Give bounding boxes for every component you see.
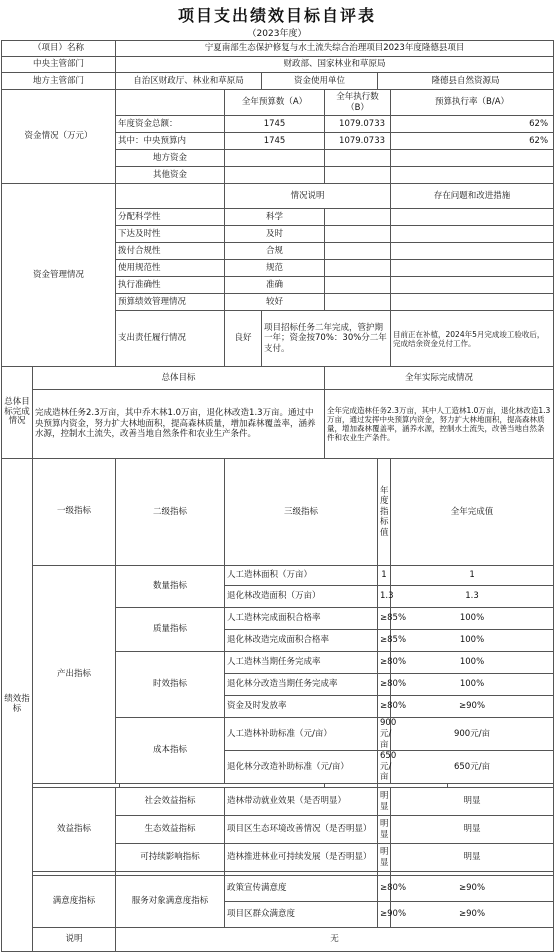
indicator-name: 造林带动就业效果（是否明显） [225, 788, 378, 816]
level2-label: 服务对象满意度指标 [116, 876, 225, 928]
management-row-value: 较好 [225, 294, 325, 311]
funds-label: 资金情况（万元） [2, 90, 116, 184]
indicator-target: ≥80% [378, 674, 391, 696]
remarks-value: 无 [116, 928, 554, 952]
indicator-target: ≥80% [378, 696, 391, 718]
output-indicator-label: 产出指标 [33, 566, 116, 784]
indicator-name: 人工造林面积（万亩） [225, 566, 378, 586]
central-dept-value: 财政部、国家林业和草原局 [116, 57, 554, 73]
indicator-row [2, 566, 554, 586]
management-row-label: 预算绩效管理情况 [116, 294, 225, 311]
indicator-name: 造林推进林业可持续发展（是否明显） [225, 844, 378, 872]
level2-label: 质量指标 [116, 608, 225, 652]
management-row-label: 下达及时性 [116, 226, 225, 243]
level2-label: 时效指标 [116, 652, 225, 718]
goal-actual-header: 全年实际完成情况 [325, 367, 554, 390]
local-dept-label: 地方主管部门 [2, 73, 116, 90]
funds-row-budget [225, 167, 325, 184]
indicator-target: 明显 [378, 844, 391, 872]
funds-row-budget: 1745 [225, 116, 325, 133]
form-title: 项目支出绩效目标自评表 [177, 6, 376, 25]
level2-header: 二级指标 [116, 459, 225, 566]
actual-header: 全年完成值 [391, 459, 554, 566]
level2-label: 社会效益指标 [116, 788, 225, 816]
indicator-target: ≥80% [378, 652, 391, 674]
indicator-target: ≥85% [378, 630, 391, 652]
management-row-value: 规范 [225, 260, 325, 277]
indicator-target: 650元/亩 [378, 751, 391, 784]
management-row-label: 拨付合规性 [116, 243, 225, 260]
responsibility-issue: 目前正在补植，2024年5月完成竣工验收后，完成结余资金兑付工作。 [391, 311, 554, 367]
fund-user-label: 资金使用单位 [262, 73, 378, 90]
responsibility-note: 项目招标任务二年完成，管护期一年；资金按70%：30%分二年支付。 [262, 311, 391, 367]
funds-row-label: 其中：中央预算内 [116, 133, 225, 150]
indicator-name: 资金及时发放率 [225, 696, 378, 718]
indicator-name: 人工造林当期任务完成率 [225, 652, 378, 674]
project-name-label: （项目）名称 [2, 41, 116, 57]
funds-row-executed: 1079.0733 [325, 116, 391, 133]
central-dept-label: 中央主管部门 [2, 57, 116, 73]
funds-row-executed [325, 167, 391, 184]
indicator-target: 明显 [378, 788, 391, 816]
indicator-actual: ≥90% [391, 902, 554, 928]
indicator-row [2, 788, 554, 816]
management-row-value: 科学 [225, 209, 325, 226]
indicator-name: 项目区生态环境改善情况（是否明显） [225, 816, 378, 844]
management-row-label: 分配科学性 [116, 209, 225, 226]
indicator-actual: 明显 [391, 844, 554, 872]
level2-label: 可持续影响指标 [116, 844, 225, 872]
funds-row-executed [325, 150, 391, 167]
indicator-name: 退化林改造完成面积合格率 [225, 630, 378, 652]
funds-row-budget: 1745 [225, 133, 325, 150]
management-row-label: 使用规范性 [116, 260, 225, 277]
indicator-name: 退化林分改造补助标准（元/亩） [225, 751, 378, 784]
target-header: 年度指标值 [378, 459, 391, 566]
performance-label: 绩效指标 [2, 459, 33, 952]
indicator-name: 人工造林补助标准（元/亩） [225, 718, 378, 751]
funds-row-rate: 62% [391, 133, 554, 150]
funds-row-label: 地方资金 [116, 150, 225, 167]
satisfaction-indicator-label: 满意度指标 [33, 876, 116, 928]
indicator-name: 政策宣传满意度 [225, 876, 378, 902]
indicator-name: 项目区群众满意度 [225, 902, 378, 928]
indicator-actual: 100% [391, 674, 554, 696]
budget-header: 全年预算数（A） [225, 90, 325, 116]
rate-header: 预算执行率（B/A） [391, 90, 554, 116]
evaluation-table [1, 40, 554, 952]
indicator-actual: ≥90% [391, 876, 554, 902]
form-subtitle: （2023年度） [247, 29, 307, 39]
indicator-row [2, 876, 554, 902]
management-row-value: 及时 [225, 226, 325, 243]
goal-actual-text: 全年完成造林任务2.3万亩，其中人工造林1.0万亩，退化林改造1.3万亩，通过发挥中央预算内资金，努力扩大林地面积，提高森林质量，增加森林覆盖率，涵养水源，控制水土流失，改善当地自然条件和农业生产条件。 [325, 390, 554, 459]
indicator-name: 人工造林完成面积合格率 [225, 608, 378, 630]
indicator-actual: 100% [391, 630, 554, 652]
level1-header: 一级指标 [33, 459, 116, 566]
level3-header: 三级指标 [225, 459, 378, 566]
indicator-target: 900元/亩 [378, 718, 391, 751]
management-row-label: 执行准确性 [116, 277, 225, 294]
management-row-value: 准确 [225, 277, 325, 294]
level2-label: 成本指标 [116, 718, 225, 784]
indicator-target: 1.3 [378, 586, 391, 608]
indicator-target: 明显 [378, 816, 391, 844]
fund-user-value: 隆德县自然资源局 [378, 73, 554, 90]
indicator-actual: 100% [391, 608, 554, 630]
indicator-actual: ≥90% [391, 696, 554, 718]
effect-indicator-label: 效益指标 [33, 788, 116, 872]
indicator-actual: 1.3 [391, 586, 554, 608]
funds-row-label: 年度资金总额： [116, 116, 225, 133]
level2-label: 生态效益指标 [116, 816, 225, 844]
goals-label: 总体目标完成情况 [2, 367, 33, 459]
goal-target-header: 总体目标 [33, 367, 325, 390]
funds-row-executed: 1079.0733 [325, 133, 391, 150]
indicator-actual: 明显 [391, 788, 554, 816]
indicator-target: 1 [378, 566, 391, 586]
funds-row-rate [391, 167, 554, 184]
responsibility-label: 支出责任履行情况 [116, 311, 225, 367]
funds-row-budget [225, 150, 325, 167]
funds-row-rate [391, 150, 554, 167]
indicator-target: ≥80% [378, 876, 391, 902]
responsibility-value: 良好 [225, 311, 262, 367]
remarks-label: 说明 [33, 928, 116, 952]
indicator-actual: 100% [391, 652, 554, 674]
management-row-value: 合规 [225, 243, 325, 260]
local-dept-value: 自治区财政厅、林业和草原局 [116, 73, 262, 90]
indicator-name: 退化林改造面积（万亩） [225, 586, 378, 608]
management-label: 资金管理情况 [2, 184, 116, 367]
indicator-target: ≥85% [378, 608, 391, 630]
level2-label: 数量指标 [116, 566, 225, 608]
executed-header: 全年执行数（B） [325, 90, 391, 116]
funds-row-rate: 62% [391, 116, 554, 133]
indicator-actual: 1 [391, 566, 554, 586]
indicator-actual: 650元/亩 [391, 751, 554, 784]
project-name-value: 宁夏南部生态保护修复与水土流失综合治理项目2023年度隆德县项目 [116, 41, 554, 57]
indicator-name: 退化林分改造当期任务完成率 [225, 674, 378, 696]
indicator-target: ≥90% [378, 902, 391, 928]
goal-target-text: 完成造林任务2.3万亩，其中乔木林1.0万亩，退化林改造1.3万亩。通过中央预算内资金，努力扩大林地面积，提高森林质量，增加森林覆盖率，涵养水源，控制水土流失，改善当地自然条件和农业生产条件。 [33, 390, 325, 459]
issues-header: 存在问题和改进措施 [391, 184, 554, 209]
status-header: 情况说明 [225, 184, 391, 209]
indicator-actual: 900元/亩 [391, 718, 554, 751]
indicator-actual: 明显 [391, 816, 554, 844]
funds-row-label: 其他资金 [116, 167, 225, 184]
